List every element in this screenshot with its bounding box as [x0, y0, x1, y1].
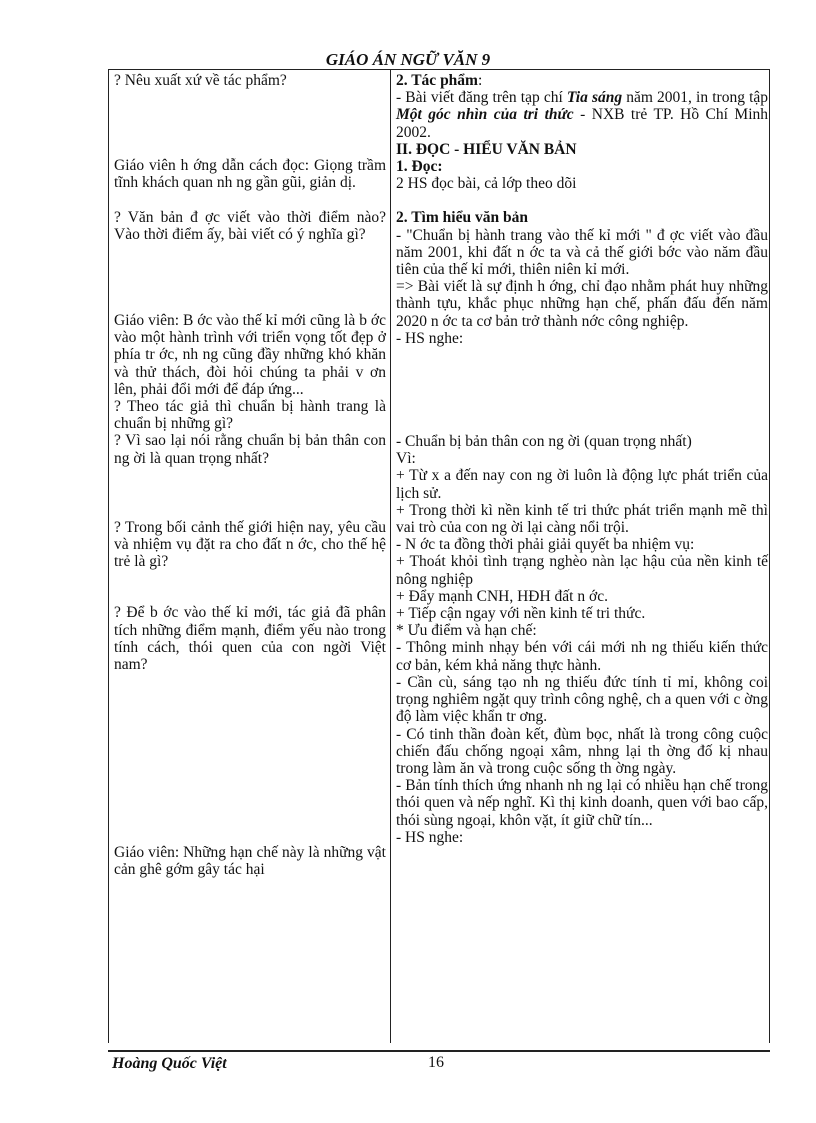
pros-cons-3: - Có tinh thần đoàn kết, đùm bọc, nhất là trong công cuộc chiến đấu chống ngoại xâm, nhng lại th ờng đố kị nhau trong làm ăn và trong cuộc sống th ờng ngày.: [396, 725, 768, 777]
teacher-note-limitations: Giáo viên: Những hạn chế này là những vật cản ghê gớm gây tác hại: [114, 844, 386, 879]
question-why-human-most-important: ? Vì sao lại nói rằng chuẩn bị bản thân con ng ời là quan trọng nhất?: [114, 432, 386, 467]
teacher-activity-column: [114, 72, 386, 879]
question-global-context: ? Trong bối cảnh thế giới hiện nay, yêu cầu và nhiệm vụ đặt ra cho đất n ớc, cho thế hệ trẻ là gì?: [114, 518, 386, 571]
task-1: + Thoát khỏi tình trạng nghèo nàn lạc hậu của nền kinh tế nông nghiệp: [396, 553, 768, 588]
reading-text: 2 HS đọc bài, cả lớp theo dõi: [396, 175, 577, 193]
pros-cons-1: - Thông minh nhạy bén với cái mới nh ng thiếu kiến thức cơ bản, kém khả năng thực hành.: [396, 639, 768, 674]
table-right-border: [769, 69, 770, 1043]
study-meaning-paragraph: => Bài viết là sự định h ớng, chỉ đạo nhằm phát huy những thành tựu, khắc phục những hạn chế, phấn đấu đến năm 2020 n ớc ta cơ bản trở thành nớc công nghiệp.: [396, 278, 768, 330]
work-source-text: - Bài viết đăng trên tạp chí Tia sáng năm 2001, in trong tập Một góc nhìn của tri thức - NXB trẻ TP. Hồ Chí Minh 2002.: [396, 89, 769, 141]
pros-cons-2: - Cần cù, sáng tạo nh ng thiếu đức tính tỉ mỉ, không coi trọng nghiêm ngặt quy trình công nghệ, ch a quen với c ờng độ làm việc khẩn tr ơng.: [396, 673, 768, 726]
part-two-heading: II. ĐỌC - HIỂU VĂN BẢN: [396, 140, 577, 158]
question-strengths-weaknesses: ? Để b ớc vào thế kỉ mới, tác giả đã phân tích những điểm mạnh, điểm yếu nào trong tính cách, thói quen của con ngời Việt nam?: [114, 604, 386, 674]
teacher-note-new-century: Giáo viên: B ớc vào thế kỉ mới cũng là b ớc vào một hành trình với triển vọng tốt đẹp ở phía tr ớc, nh ng cũng đầy những khó khăn và thử thách, đòi hỏi chúng ta phải v ơn lên, phải đổi mới để đáp ứng...: [114, 312, 386, 398]
page-header-title: GIÁO ÁN NGỮ VĂN 9: [325, 50, 491, 69]
hs-listen-1: - HS nghe:: [396, 329, 464, 347]
prepare-self-paragraph: - Chuẩn bị bản thân con ng ời (quan trọng nhất): [396, 433, 692, 451]
study-heading: 2. Tìm hiểu văn bản: [396, 209, 528, 227]
reason-intro: Vì:: [396, 450, 416, 468]
work-section-heading: 2. Tác phẩm:: [396, 72, 483, 89]
reading-heading: 1. Đọc:: [396, 158, 443, 176]
hs-listen-2: - HS nghe:: [396, 828, 464, 846]
tasks-intro: - N ớc ta đồng thời phải giải quyết ba nhiệm vụ:: [396, 536, 695, 554]
footer-rule: [108, 1050, 770, 1052]
reason-2: + Trong thời kì nền kinh tế tri thức phát triển mạnh mẽ thì vai trò của con ng ời lại càng nổi trội.: [396, 501, 768, 537]
pros-cons-heading: * Ưu điểm và hạn chế:: [396, 622, 537, 640]
pros-cons-4: - Bản tính thích ứng nhanh nh ng lại có nhiều hạn chế trong thói quen và nếp nghĩ. Kì thị kinh doanh, quen với bao cấp, thói sùng ngoại, khôn vặt, ít giữ chữ tín...: [396, 777, 768, 829]
question-source: ? Nêu xuất xứ về tác phẩm?: [114, 72, 287, 89]
study-context-paragraph: - "Chuẩn bị hành trang vào thế kỉ mới " đ ợc viết vào đầu năm 2001, khi đất n ớc ta và cả thế giới bớc vào năm đầu tiên của thế kỉ mới, thiên niên kỉ mới.: [396, 226, 768, 279]
table-top-border: [108, 69, 770, 70]
question-time-written: ? Văn bản đ ợc viết vào thời điểm nào? Vào thời điểm ấy, bài viết có ý nghĩa gì?: [114, 208, 386, 243]
reading-guidance: Giáo viên h ớng dẫn cách đọc: Giọng trầm tĩnh khách quan nh ng gần gũi, giản dị.: [114, 157, 386, 192]
table-column-divider: [390, 69, 391, 1043]
reason-1: + Từ x a đến nay con ng ời luôn là động lực phát triển của lịch sử.: [396, 467, 768, 502]
footer-author: Hoàng Quốc Việt: [112, 1055, 227, 1072]
task-3: + Tiếp cận ngay với nền kinh tế tri thức.: [396, 605, 646, 623]
table-left-border: [108, 69, 109, 1043]
task-2: + Đẩy mạnh CNH, HĐH đất n ớc.: [396, 587, 608, 605]
lesson-content-column: [396, 72, 768, 846]
page-number: 16: [428, 1054, 444, 1071]
question-what-to-prepare: ? Theo tác giả thì chuẩn bị hành trang là chuẩn bị những gì?: [114, 398, 386, 433]
